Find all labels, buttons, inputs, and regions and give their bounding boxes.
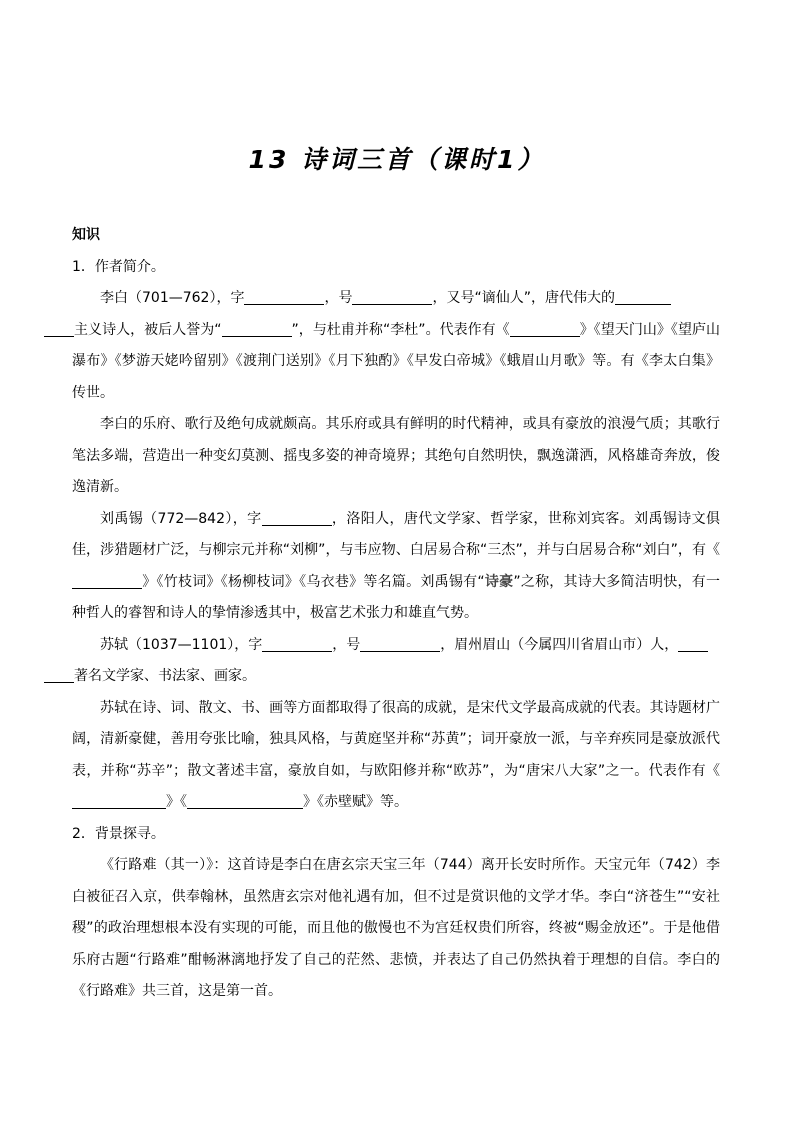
section-heading: 知识 <box>72 227 100 243</box>
fill-blank[interactable] <box>44 320 74 337</box>
fill-blank[interactable] <box>44 666 74 683</box>
section-background: 2．背景探寻。 <box>72 825 165 842</box>
text-run: ”，与杜甫并称“李杜”。代表作有《 <box>291 321 510 338</box>
paragraph-sushi-works <box>72 693 720 819</box>
paragraph-background: 《行路难（其一）》：这首诗是李白在唐玄宗天宝三年（744）离开长安时所作。天宝元年（742）李白被征召入京，供奉翰林，虽然唐玄宗对他礼遇有加，但不过是赏识他的文学才华。李白“济苍生”“安社稷”的政治理想根本没有实现的可能，而且他的傲慢也不为宫廷权贵们所容，终被“赐金放还”。于是他借乐府古题“行路难”酣畅淋漓地抒发了自己的茫然、悲愤，并表达了自己仍然执着于理想的自信。李白的《行路难》共三首，这是第一首。 <box>72 857 720 999</box>
text-run: 苏轼（1037—1101），字 <box>100 636 263 653</box>
emphasis-text: 诗豪 <box>484 573 514 590</box>
fill-blank[interactable] <box>262 509 332 526</box>
text-run: ，号 <box>324 290 353 306</box>
paragraph-liuyuxi <box>72 504 720 630</box>
paragraph-libai-style: 李白的乐府、歌行及绝句成就颇高。其乐府或具有鲜明的时代精神，或具有豪放的浪漫气质；其歌行笔法多端，营造出一种变幻莫测、摇曳多姿的神奇境界；其绝句自然明快，飘逸潇洒，风格雄奇奔放，俊逸清新。 <box>72 416 720 495</box>
text-run: 主义诗人，被后人誉为“ <box>74 321 222 338</box>
fill-blank[interactable] <box>72 792 166 809</box>
document-body <box>72 220 720 1008</box>
fill-blank[interactable] <box>360 635 440 652</box>
text-run: ，洛阳人，唐代文学家、哲学家，世称刘宾客。刘禹锡诗文俱佳，涉猎题材广泛，与柳宗元并称“刘柳”，与韦应物、白居易合称“三杰”，并与白居易合称“刘白”，有《 <box>72 510 720 558</box>
fill-blank[interactable] <box>244 288 324 305</box>
fill-blank[interactable] <box>615 288 671 305</box>
fill-blank[interactable] <box>510 320 580 337</box>
text-run: 》《望天门山》《望庐山瀑布》《梦游天姥吟留别》《渡荆门送别》《月下独酌》《早发白帝城》《蛾眉山月歌》等。有《李太白集》传世。 <box>72 321 720 401</box>
fill-blank[interactable] <box>187 792 303 809</box>
text-run: 》《 <box>166 794 187 810</box>
text-run: ，又号“谪仙人”，唐代伟大的 <box>432 290 615 306</box>
paragraph-libai-intro <box>72 283 720 409</box>
text-run: 苏轼在诗、词、散文、书、画等方面都取得了很高的成就，是宋代文学最高成就的代表。其诗题材广阔，清新豪健，善用夸张比喻，独具风格，与黄庭坚并称“苏黄”；词开豪放一派，与辛弃疾同是豪放派代表，并称“苏辛”；散文著述丰富，豪放自如，与欧阳修并称“欧苏”，为“唐宋八大家”之一。代表作有《 <box>72 699 720 779</box>
text-run: ，号 <box>332 636 361 653</box>
text-run: ，眉州眉山（今属四川省眉山市）人， <box>440 636 679 653</box>
text-run: 》《赤壁赋》等。 <box>303 794 408 810</box>
fill-blank[interactable] <box>262 635 332 652</box>
fill-blank[interactable] <box>222 320 292 337</box>
section-author-intro: 1．作者简介。 <box>72 258 165 275</box>
text-run: 刘禹锡（772—842），字 <box>100 510 262 527</box>
fill-blank[interactable] <box>352 288 432 305</box>
fill-blank[interactable] <box>72 572 142 589</box>
paragraph-sushi-intro <box>72 630 720 693</box>
fill-blank[interactable] <box>678 635 708 652</box>
text-run: 著名文学家、书法家、画家。 <box>74 668 256 684</box>
text-run: 》《竹枝词》《杨柳枝词》《乌衣巷》等名篇。刘禹锡有“ <box>142 573 485 590</box>
text-run: ”之称，其诗大多简洁明快，有一种哲人的睿智和诗人的挚情渗透其中，极富艺术张力和雄直气势。 <box>72 573 720 621</box>
text-run: 李白（701—762），字 <box>100 290 245 306</box>
page-title: 13 诗词三首（课时1） <box>248 145 546 174</box>
